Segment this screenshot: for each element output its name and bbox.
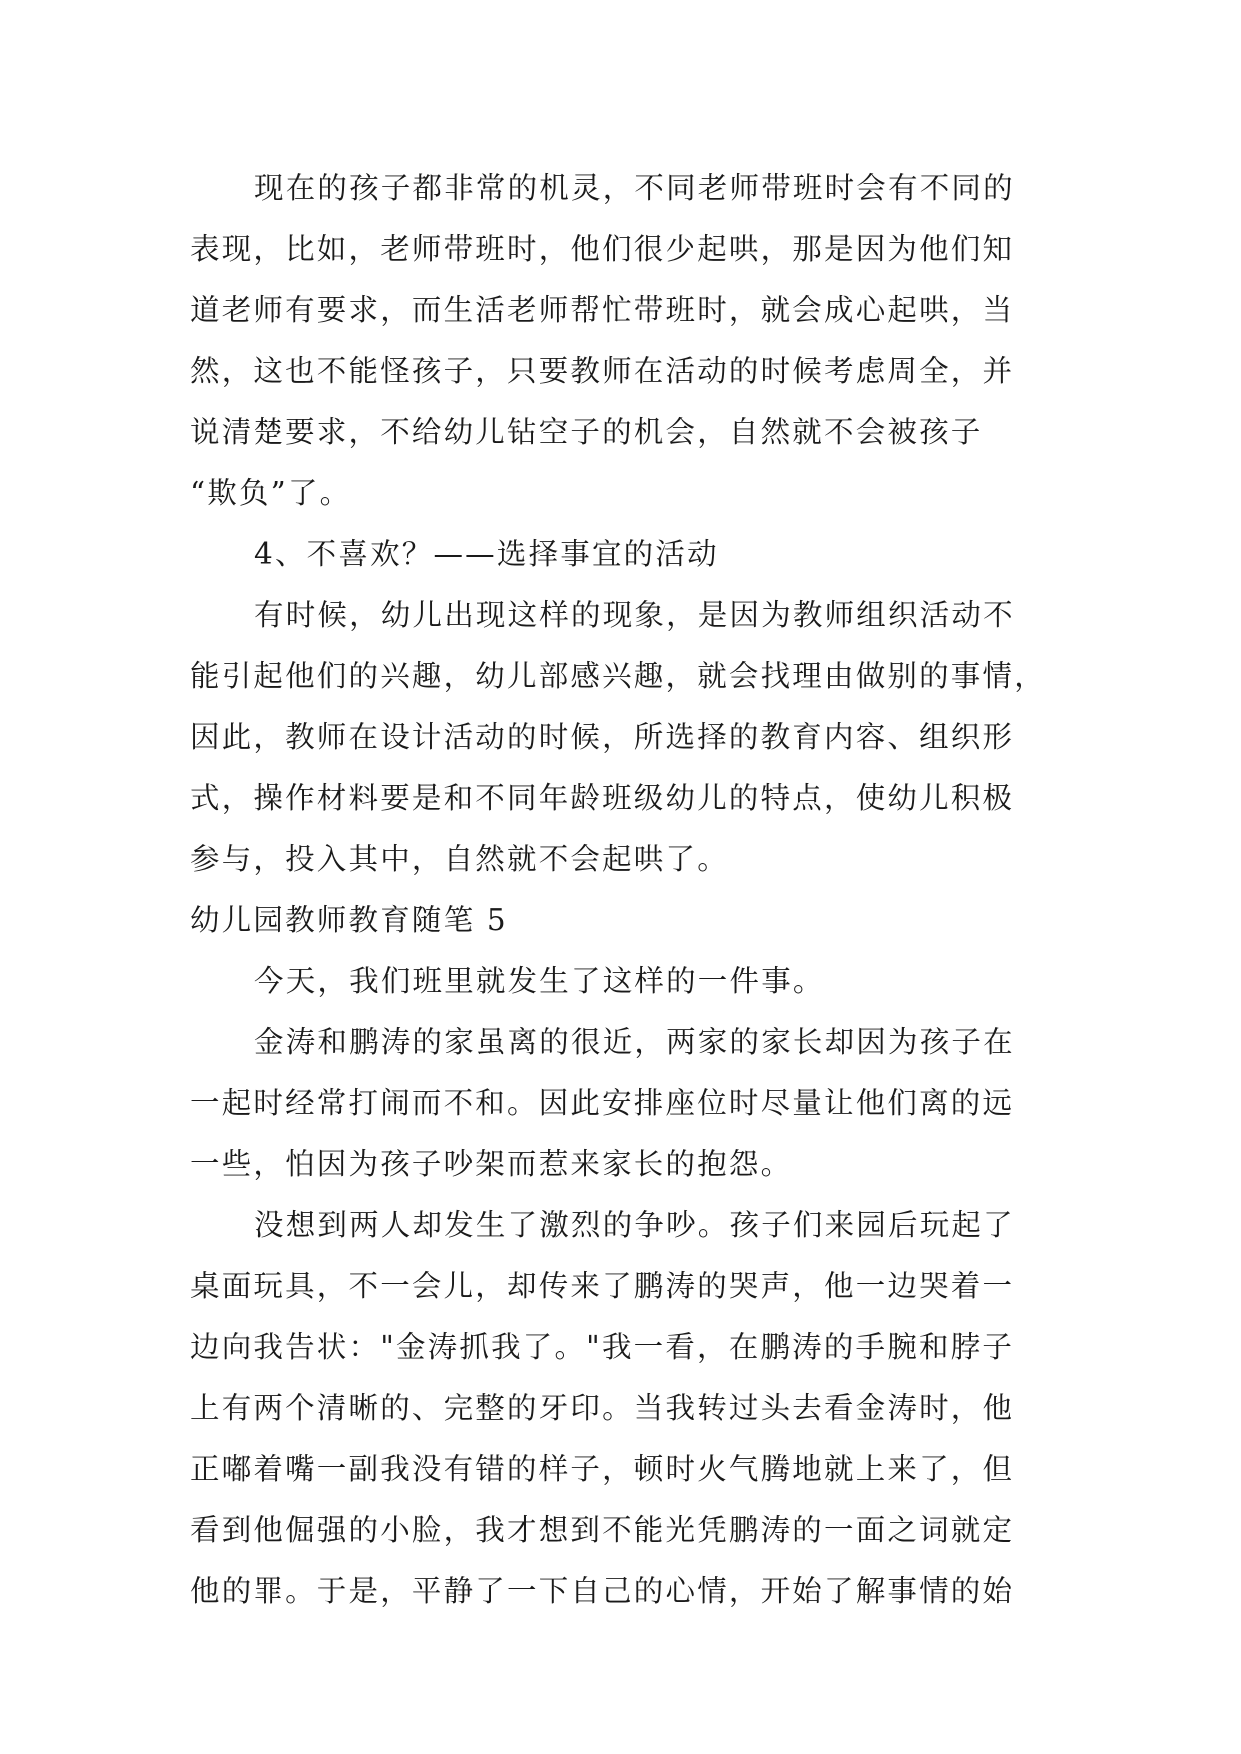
- text-line: “欺负”了。: [190, 476, 352, 510]
- text-line: 能引起他们的兴趣，幼儿部感兴趣，就会找理由做别的事情，: [190, 659, 1046, 693]
- text-line: 一些，怕因为孩子吵架而惹来家长的抱怨。: [190, 1147, 793, 1181]
- document-body: [190, 158, 1060, 1622]
- text-line: 今天，我们班里就发生了这样的一件事。: [254, 964, 825, 998]
- text-line: 式，操作材料要是和不同年龄班级幼儿的特点，使幼儿积极: [190, 781, 1015, 815]
- text-line: 因此，教师在设计活动的时候，所选择的教育内容、组织形: [190, 720, 1015, 754]
- text-line: 没想到两人却发生了激烈的争吵。孩子们来园后玩起了: [254, 1208, 1015, 1242]
- text-line: 说清楚要求，不给幼儿钻空子的机会，自然就不会被孩子: [190, 415, 983, 449]
- text-line: 正嘟着嘴一副我没有错的样子，顿时火气腾地就上来了，但: [190, 1452, 1015, 1486]
- text-line: 边向我告状："金涛抓我了。"我一看，在鹏涛的手腕和脖子: [190, 1330, 1015, 1364]
- text-line: 金涛和鹏涛的家虽离的很近，两家的家长却因为孩子在: [254, 1025, 1015, 1059]
- text-line: 表现，比如，老师带班时，他们很少起哄，那是因为他们知: [190, 232, 1015, 266]
- text-line: 现在的孩子都非常的机灵，不同老师带班时会有不同的: [254, 171, 1015, 205]
- text-line: 参与，投入其中，自然就不会起哄了。: [190, 842, 729, 876]
- text-line: 有时候，幼儿出现这样的现象，是因为教师组织活动不: [254, 598, 1015, 632]
- text-line: 一起时经常打闹而不和。因此安排座位时尽量让他们离的远: [190, 1086, 1015, 1120]
- section-heading: 4、不喜欢？——选择事宜的活动: [254, 537, 719, 571]
- text-line: 上有两个清晰的、完整的牙印。当我转过头去看金涛时，他: [190, 1391, 1015, 1425]
- text-line: 道老师有要求，而生活老师帮忙带班时，就会成心起哄，当: [190, 293, 1015, 327]
- text-line: 看到他倔强的小脸，我才想到不能光凭鹏涛的一面之词就定: [190, 1513, 1015, 1547]
- text-line: 他的罪。于是，平静了一下自己的心情，开始了解事情的始: [190, 1574, 1015, 1608]
- text-line: 然，这也不能怪孩子，只要教师在活动的时候考虑周全，并: [190, 354, 1015, 388]
- text-line: 桌面玩具，不一会儿，却传来了鹏涛的哭声，他一边哭着一: [190, 1269, 1015, 1303]
- article-title: 幼儿园教师教育随笔 5: [190, 903, 508, 937]
